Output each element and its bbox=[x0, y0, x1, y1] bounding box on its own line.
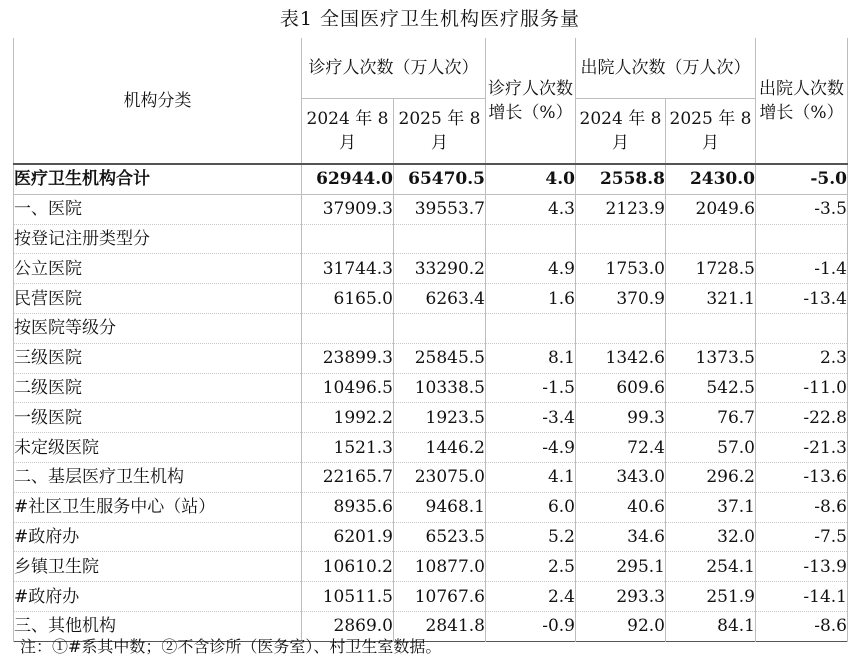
visits-2024: 8935.6 bbox=[302, 492, 394, 522]
discharge-2025: 32.0 bbox=[666, 522, 756, 552]
discharge-growth bbox=[756, 313, 848, 343]
row-label: 三、其他机构 bbox=[14, 611, 302, 641]
table-title: 表1 全国医疗卫生机构医疗服务量 bbox=[279, 8, 581, 30]
discharge-2024: 2558.8 bbox=[576, 164, 666, 194]
discharge-2025: 76.7 bbox=[666, 403, 756, 433]
visits-2025 bbox=[394, 224, 486, 254]
table-row bbox=[14, 194, 848, 224]
row-label: #政府办 bbox=[14, 522, 302, 552]
visits-2025: 10338.5 bbox=[394, 373, 486, 403]
visits-2024: 6201.9 bbox=[302, 522, 394, 552]
discharge-growth: -1.4 bbox=[756, 254, 848, 284]
discharge-2025: 57.0 bbox=[666, 433, 756, 463]
row-label: 医疗卫生机构合计 bbox=[14, 164, 302, 194]
visits-2025: 33290.2 bbox=[394, 254, 486, 284]
visits-2024 bbox=[302, 313, 394, 343]
visits-2024: 1992.2 bbox=[302, 403, 394, 433]
discharge-2024: 370.9 bbox=[576, 284, 666, 314]
row-label: 乡镇卫生院 bbox=[14, 552, 302, 582]
table-row bbox=[14, 522, 848, 552]
table-row bbox=[14, 373, 848, 403]
visits-growth: 2.5 bbox=[486, 552, 576, 582]
visits-2025: 39553.7 bbox=[394, 194, 486, 224]
visits-growth: 4.9 bbox=[486, 254, 576, 284]
visits-2024: 37909.3 bbox=[302, 194, 394, 224]
header-discharge-2025: 2025 年 8 月 bbox=[666, 99, 756, 165]
discharge-2025: 296.2 bbox=[666, 462, 756, 492]
visits-2024: 10511.5 bbox=[302, 582, 394, 612]
header-visits-2025: 2025 年 8 月 bbox=[394, 99, 486, 165]
discharge-growth: 2.3 bbox=[756, 343, 848, 373]
table-row bbox=[14, 254, 848, 284]
header-discharge-group: 出院人次数（万人次） bbox=[576, 38, 756, 99]
row-label: 一、医院 bbox=[14, 194, 302, 224]
discharge-2024: 92.0 bbox=[576, 611, 666, 641]
header-discharge-growth: 出院人次数增长（%） bbox=[756, 38, 848, 164]
row-label: 二、基层医疗卫生机构 bbox=[14, 462, 302, 492]
visits-2024: 62944.0 bbox=[302, 164, 394, 194]
row-label: 未定级医院 bbox=[14, 433, 302, 463]
row-label: 三级医院 bbox=[14, 343, 302, 373]
discharge-2025: 37.1 bbox=[666, 492, 756, 522]
table-row bbox=[14, 403, 848, 433]
table-row-total bbox=[14, 164, 848, 194]
visits-2025: 1446.2 bbox=[394, 433, 486, 463]
table-row bbox=[14, 552, 848, 582]
discharge-2024: 1753.0 bbox=[576, 254, 666, 284]
row-label: 按登记注册类型分 bbox=[14, 224, 302, 254]
discharge-2024 bbox=[576, 224, 666, 254]
visits-2024: 1521.3 bbox=[302, 433, 394, 463]
table-row bbox=[14, 462, 848, 492]
discharge-growth: -14.1 bbox=[756, 582, 848, 612]
discharge-2024 bbox=[576, 313, 666, 343]
visits-2024: 10610.2 bbox=[302, 552, 394, 582]
discharge-growth: -8.6 bbox=[756, 492, 848, 522]
discharge-2025: 2049.6 bbox=[666, 194, 756, 224]
discharge-2024: 34.6 bbox=[576, 522, 666, 552]
discharge-growth: -8.6 bbox=[756, 611, 848, 641]
discharge-2024: 2123.9 bbox=[576, 194, 666, 224]
row-label: 按医院等级分 bbox=[14, 313, 302, 343]
visits-2025: 6263.4 bbox=[394, 284, 486, 314]
discharge-2024: 40.6 bbox=[576, 492, 666, 522]
visits-growth: -1.5 bbox=[486, 373, 576, 403]
discharge-growth: -21.3 bbox=[756, 433, 848, 463]
row-label: #社区卫生服务中心（站） bbox=[14, 492, 302, 522]
visits-growth: -3.4 bbox=[486, 403, 576, 433]
visits-2024: 10496.5 bbox=[302, 373, 394, 403]
table-row bbox=[14, 313, 848, 343]
discharge-2025: 251.9 bbox=[666, 582, 756, 612]
visits-2025: 25845.5 bbox=[394, 343, 486, 373]
visits-growth: -4.9 bbox=[486, 433, 576, 463]
visits-growth bbox=[486, 224, 576, 254]
table-row bbox=[14, 343, 848, 373]
visits-growth bbox=[486, 313, 576, 343]
visits-2025: 23075.0 bbox=[394, 462, 486, 492]
discharge-growth: -13.9 bbox=[756, 552, 848, 582]
discharge-2024: 1342.6 bbox=[576, 343, 666, 373]
discharge-2024: 295.1 bbox=[576, 552, 666, 582]
header-category: 机构分类 bbox=[14, 38, 302, 164]
discharge-growth: -7.5 bbox=[756, 522, 848, 552]
visits-2024: 2869.0 bbox=[302, 611, 394, 641]
table-row bbox=[14, 224, 848, 254]
visits-growth: 8.1 bbox=[486, 343, 576, 373]
visits-2024: 31744.3 bbox=[302, 254, 394, 284]
visits-2025: 2841.8 bbox=[394, 611, 486, 641]
discharge-2024: 293.3 bbox=[576, 582, 666, 612]
discharge-2025: 2430.0 bbox=[666, 164, 756, 194]
visits-growth: 4.0 bbox=[486, 164, 576, 194]
discharge-growth: -13.6 bbox=[756, 462, 848, 492]
visits-2024: 23899.3 bbox=[302, 343, 394, 373]
visits-growth: 2.4 bbox=[486, 582, 576, 612]
discharge-2025: 542.5 bbox=[666, 373, 756, 403]
visits-2025: 10877.0 bbox=[394, 552, 486, 582]
discharge-2025 bbox=[666, 313, 756, 343]
discharge-growth: -3.5 bbox=[756, 194, 848, 224]
visits-growth: 1.6 bbox=[486, 284, 576, 314]
table-row bbox=[14, 582, 848, 612]
header-visits-growth: 诊疗人次数增长（%） bbox=[486, 38, 576, 164]
discharge-2025 bbox=[666, 224, 756, 254]
discharge-2025: 321.1 bbox=[666, 284, 756, 314]
table-row bbox=[14, 492, 848, 522]
visits-growth: 4.3 bbox=[486, 194, 576, 224]
discharge-growth: -22.8 bbox=[756, 403, 848, 433]
header-visits-2024: 2024 年 8 月 bbox=[302, 99, 394, 165]
discharge-2024: 343.0 bbox=[576, 462, 666, 492]
discharge-2025: 254.1 bbox=[666, 552, 756, 582]
discharge-growth: -13.4 bbox=[756, 284, 848, 314]
visits-2024 bbox=[302, 224, 394, 254]
visits-2025: 6523.5 bbox=[394, 522, 486, 552]
header-discharge-2024: 2024 年 8 月 bbox=[576, 99, 666, 165]
visits-2024: 6165.0 bbox=[302, 284, 394, 314]
discharge-growth: -5.0 bbox=[756, 164, 848, 194]
table-row bbox=[14, 284, 848, 314]
discharge-2024: 72.4 bbox=[576, 433, 666, 463]
visits-growth: 4.1 bbox=[486, 462, 576, 492]
discharge-2025: 1728.5 bbox=[666, 254, 756, 284]
discharge-2025: 1373.5 bbox=[666, 343, 756, 373]
visits-2025 bbox=[394, 313, 486, 343]
discharge-2025: 84.1 bbox=[666, 611, 756, 641]
medical-service-table bbox=[13, 38, 848, 642]
row-label: 公立医院 bbox=[14, 254, 302, 284]
visits-2025: 1923.5 bbox=[394, 403, 486, 433]
row-label: 民营医院 bbox=[14, 284, 302, 314]
visits-growth: 6.0 bbox=[486, 492, 576, 522]
table-row bbox=[14, 433, 848, 463]
visits-growth: -0.9 bbox=[486, 611, 576, 641]
header-visits-group: 诊疗人次数（万人次） bbox=[302, 38, 486, 99]
table-footnote: 注：①#系其中数；②不含诊所（医务室）、村卫生室数据。 bbox=[20, 637, 442, 656]
row-label: 二级医院 bbox=[14, 373, 302, 403]
visits-2024: 22165.7 bbox=[302, 462, 394, 492]
visits-2025: 65470.5 bbox=[394, 164, 486, 194]
discharge-2024: 609.6 bbox=[576, 373, 666, 403]
discharge-growth bbox=[756, 224, 848, 254]
visits-growth: 5.2 bbox=[486, 522, 576, 552]
discharge-2024: 99.3 bbox=[576, 403, 666, 433]
discharge-growth: -11.0 bbox=[756, 373, 848, 403]
visits-2025: 10767.6 bbox=[394, 582, 486, 612]
row-label: #政府办 bbox=[14, 582, 302, 612]
visits-2025: 9468.1 bbox=[394, 492, 486, 522]
row-label: 一级医院 bbox=[14, 403, 302, 433]
